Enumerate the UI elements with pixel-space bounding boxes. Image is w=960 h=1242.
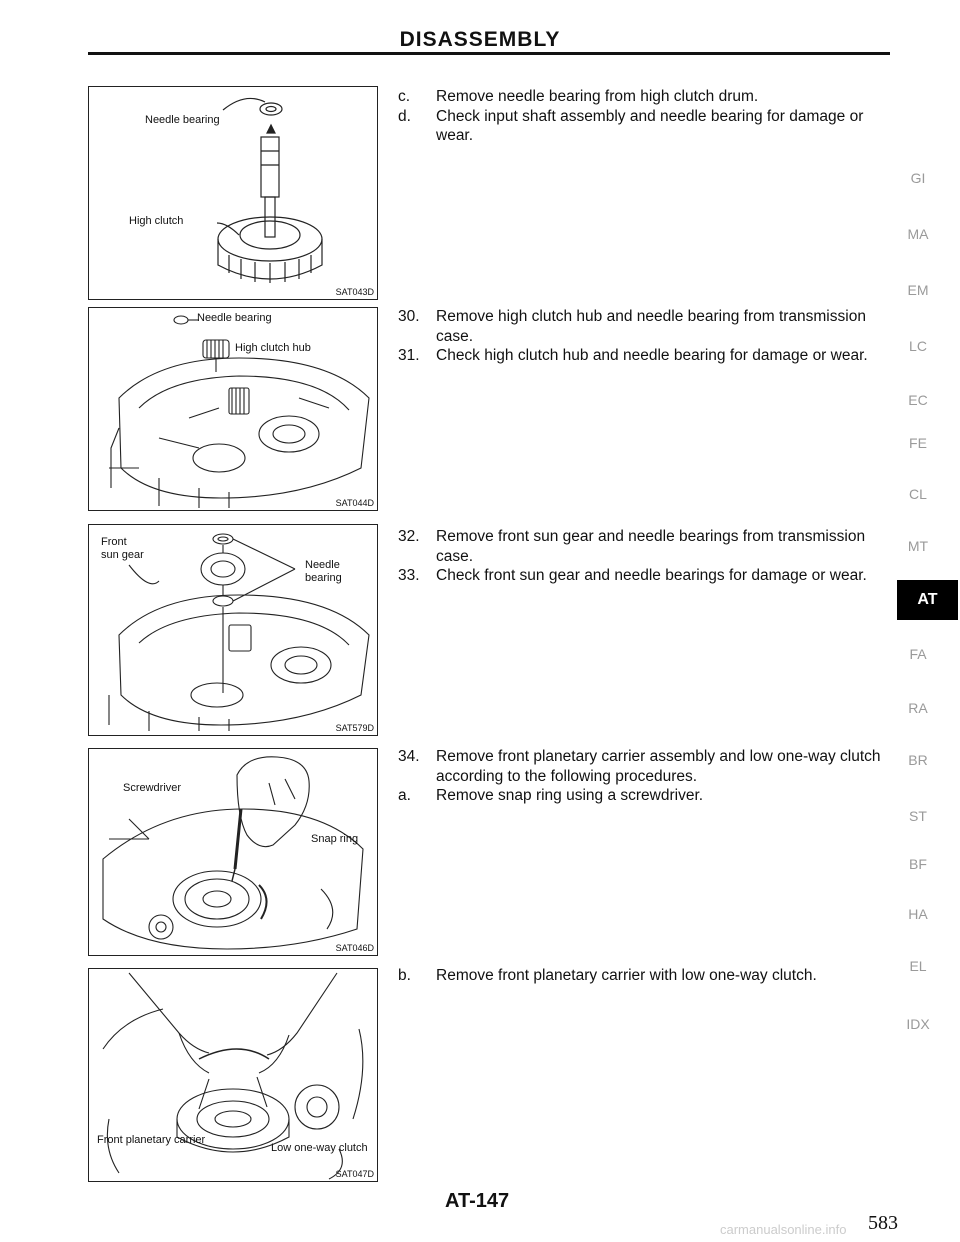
label-needle-bearing: Needle bearing [145, 114, 220, 126]
label-low-one-way-clutch: Low one-way clutch [271, 1142, 368, 1154]
step-text: Remove snap ring using a screwdriver. [436, 787, 704, 804]
label-snap-ring: Snap ring [311, 833, 359, 845]
step-30 [398, 307, 890, 346]
section-tab-el[interactable]: EL [909, 958, 927, 974]
label-sun-gear: sun gear [101, 549, 144, 561]
step-number: a. [398, 787, 411, 804]
step-text: Remove front sun gear and needle bearings from transmission case. [436, 528, 866, 565]
step-d [398, 107, 890, 146]
figure-code: SAT046D [335, 943, 374, 953]
page-code: AT-147 [445, 1190, 510, 1212]
title-rule [88, 52, 890, 55]
snap-ring-removal-illustration [89, 749, 377, 955]
figure-code: SAT047D [335, 1169, 374, 1179]
figure-sat579d [88, 524, 378, 736]
step-33 [398, 566, 890, 586]
label-high-clutch-hub: High clutch hub [235, 342, 311, 354]
section-tab-br[interactable]: BR [908, 752, 928, 768]
figure-sat047d [88, 968, 378, 1182]
section-tab-gi[interactable]: GI [910, 170, 926, 186]
text-block-planetary-carrier [398, 747, 890, 806]
section-tab-fa[interactable]: FA [909, 646, 927, 662]
text-block-sun-gear [398, 527, 890, 586]
step-b [398, 966, 890, 986]
step-text: Remove front planetary carrier with low one-way clutch. [436, 967, 817, 984]
section-tab-em[interactable]: EM [907, 282, 929, 298]
step-number: 34. [398, 748, 420, 765]
step-number: 31. [398, 347, 420, 364]
page-number: 583 [868, 1212, 898, 1234]
step-31 [398, 346, 890, 366]
label-front: Front [101, 536, 127, 548]
section-tab-ha[interactable]: HA [908, 906, 928, 922]
step-34 [398, 747, 890, 786]
step-number: 33. [398, 567, 420, 584]
step-32 [398, 527, 890, 566]
label-needle-bearing: Needle bearing [197, 312, 272, 324]
section-tab-fe[interactable]: FE [909, 435, 927, 451]
high-clutch-illustration [89, 87, 377, 299]
step-text: Remove front planetary carrier assembly and low one-way clutch according to the following procedures. [436, 748, 881, 785]
section-tab-at[interactable]: AT [897, 580, 958, 620]
label-front-planetary-carrier: Front planetary carrier [97, 1134, 206, 1146]
step-text: Remove needle bearing from high clutch drum. [436, 88, 759, 105]
step-c [398, 87, 890, 107]
step-number: d. [398, 107, 411, 125]
step-text: Remove high clutch hub and needle bearing from transmission case. [436, 308, 866, 345]
step-number: 30. [398, 308, 420, 325]
step-number: b. [398, 967, 411, 984]
step-text: Check high clutch hub and needle bearing for damage or wear. [436, 347, 868, 364]
section-tab-idx[interactable]: IDX [906, 1016, 930, 1032]
step-text: Check input shaft assembly and needle bearing for damage or wear. [436, 107, 864, 144]
figure-code: SAT043D [335, 287, 374, 297]
transmission-case-hub-illustration [89, 308, 377, 510]
section-tab-lc[interactable]: LC [909, 338, 927, 354]
step-text: Check front sun gear and needle bearings for damage or wear. [436, 567, 867, 584]
figure-code: SAT044D [335, 498, 374, 508]
figure-sat046d [88, 748, 378, 956]
step-number: c. [398, 88, 411, 105]
section-tab-st[interactable]: ST [909, 808, 927, 824]
label-bearing: bearing [305, 572, 342, 584]
section-tab-cl[interactable]: CL [909, 486, 927, 502]
watermark: carmanualsonline.info [720, 1222, 847, 1237]
page-title: DISASSEMBLY [399, 28, 561, 51]
text-block-high-clutch [398, 87, 890, 146]
step-a [398, 786, 890, 806]
text-block-remove-carrier [398, 966, 890, 986]
label-screwdriver: Screwdriver [123, 782, 182, 794]
section-tab-ma[interactable]: MA [907, 226, 929, 242]
text-block-clutch-hub [398, 307, 890, 366]
section-tab-ra[interactable]: RA [908, 700, 928, 716]
label-high-clutch: High clutch [129, 215, 184, 227]
section-tab-bf[interactable]: BF [909, 856, 927, 872]
section-tab-ec[interactable]: EC [908, 392, 928, 408]
figure-sat043d [88, 86, 378, 300]
step-number: 32. [398, 528, 420, 545]
figure-sat044d [88, 307, 378, 511]
label-needle: Needle [305, 559, 340, 571]
section-tab-mt[interactable]: MT [907, 538, 929, 554]
figure-code: SAT579D [335, 723, 374, 733]
